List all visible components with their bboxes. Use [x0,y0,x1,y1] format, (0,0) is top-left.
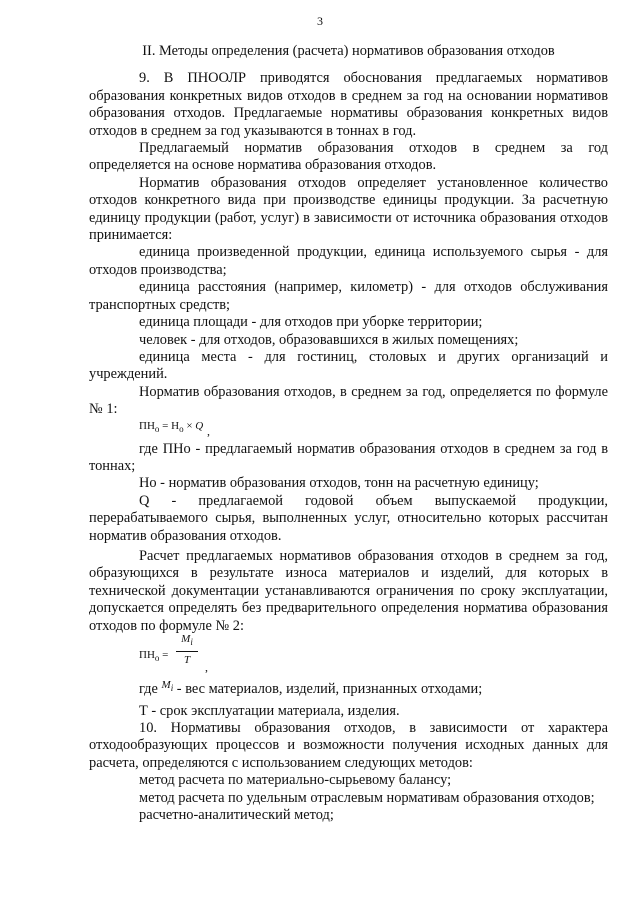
formula-2-fraction: $M_i$ T [176,632,198,668]
paragraph: Норматив образования отходов, в среднем за год, определяется по формуле № 1: [89,383,608,418]
document-body [89,43,608,824]
list-item: человек - для отходов, образовавшихся в жилых помещениях; [139,331,519,348]
paragraph: Норматив образования отходов определяет установленное количество отходов конкретного вида при производстве единицы продукции. За расчетную единицу продукции (работ, услуг) в зависимости от источника образования отходов принимается: [89,174,608,244]
list-item: расчетно-аналитический метод; [139,807,334,824]
paragraph-10: 10. Нормативы образования отходов, в зависимости от характера отходообразующих процессов и возможности получения исходных данных для расчета, определяются с использованием следующих методов: [89,720,608,771]
formula-1: $ПН_о = Н_о \times Q$ , [139,419,210,438]
paragraph: Расчет предлагаемых нормативов образования отходов в среднем за год, образующихся в результате износа материалов и изделий, для которых в технической документации устанавливаются ограничения по сроку эксплуатации, допускается определять без предварительного определения норматива образования отходов по формуле № 2: [89,547,608,634]
list-item: единица площади - для отходов при уборке территории; [139,314,483,331]
paragraph: Т - срок эксплуатации материала, изделия. [139,702,400,719]
section-heading: II. Методы определения (расчета) нормативов образования отходов [142,43,555,59]
paragraph: где $^{M_i}$ - вес материалов, изделий, признанных отходами; [139,679,483,697]
list-item: единица расстояния (например, километр) - для отходов обслуживания транспортных средств; [89,279,608,313]
formula-2: $ПН_о$ = $M_i$ T , [139,633,208,674]
paragraph: Но - норматив образования отходов, тонн на расчетную единицу; [139,475,539,492]
list-item: метод расчета по материально-сырьевому балансу; [139,772,452,789]
paragraph: Q - предлагаемой годовой объем выпускаемой продукции, перерабатываемого сырья, выполненных услуг, относительно которых рассчитан норматив образования отходов. [89,492,608,544]
list-item: метод расчета по удельным отраслевым нормативам образования отходов; [139,789,595,806]
paragraph: где ПНо - предлагаемый норматив образования отходов в среднем за год в тоннах; [89,440,608,474]
page-number: 3 [317,14,323,28]
paragraph-9: 9. В ПНООЛР приводятся обоснования предлагаемых нормативов образования конкретных видов отходов в среднем за год на основании нормативов образования отходов. Предлагаемые нормативы образования конкретных видов отходов в среднем за год указываются в тоннах в год. [89,70,608,139]
paragraph: Предлагаемый норматив образования отходов в среднем за год определяется на основе норматива образования отходов. [89,140,608,174]
list-item: единица места - для гостиниц, столовых и других организаций и учреждений. [89,348,608,383]
formula-1-expression: $ПН_о = Н_о \times Q$ [139,419,204,434]
list-item: единица произведенной продукции, единица используемого сырья - для отходов производства; [89,244,608,278]
